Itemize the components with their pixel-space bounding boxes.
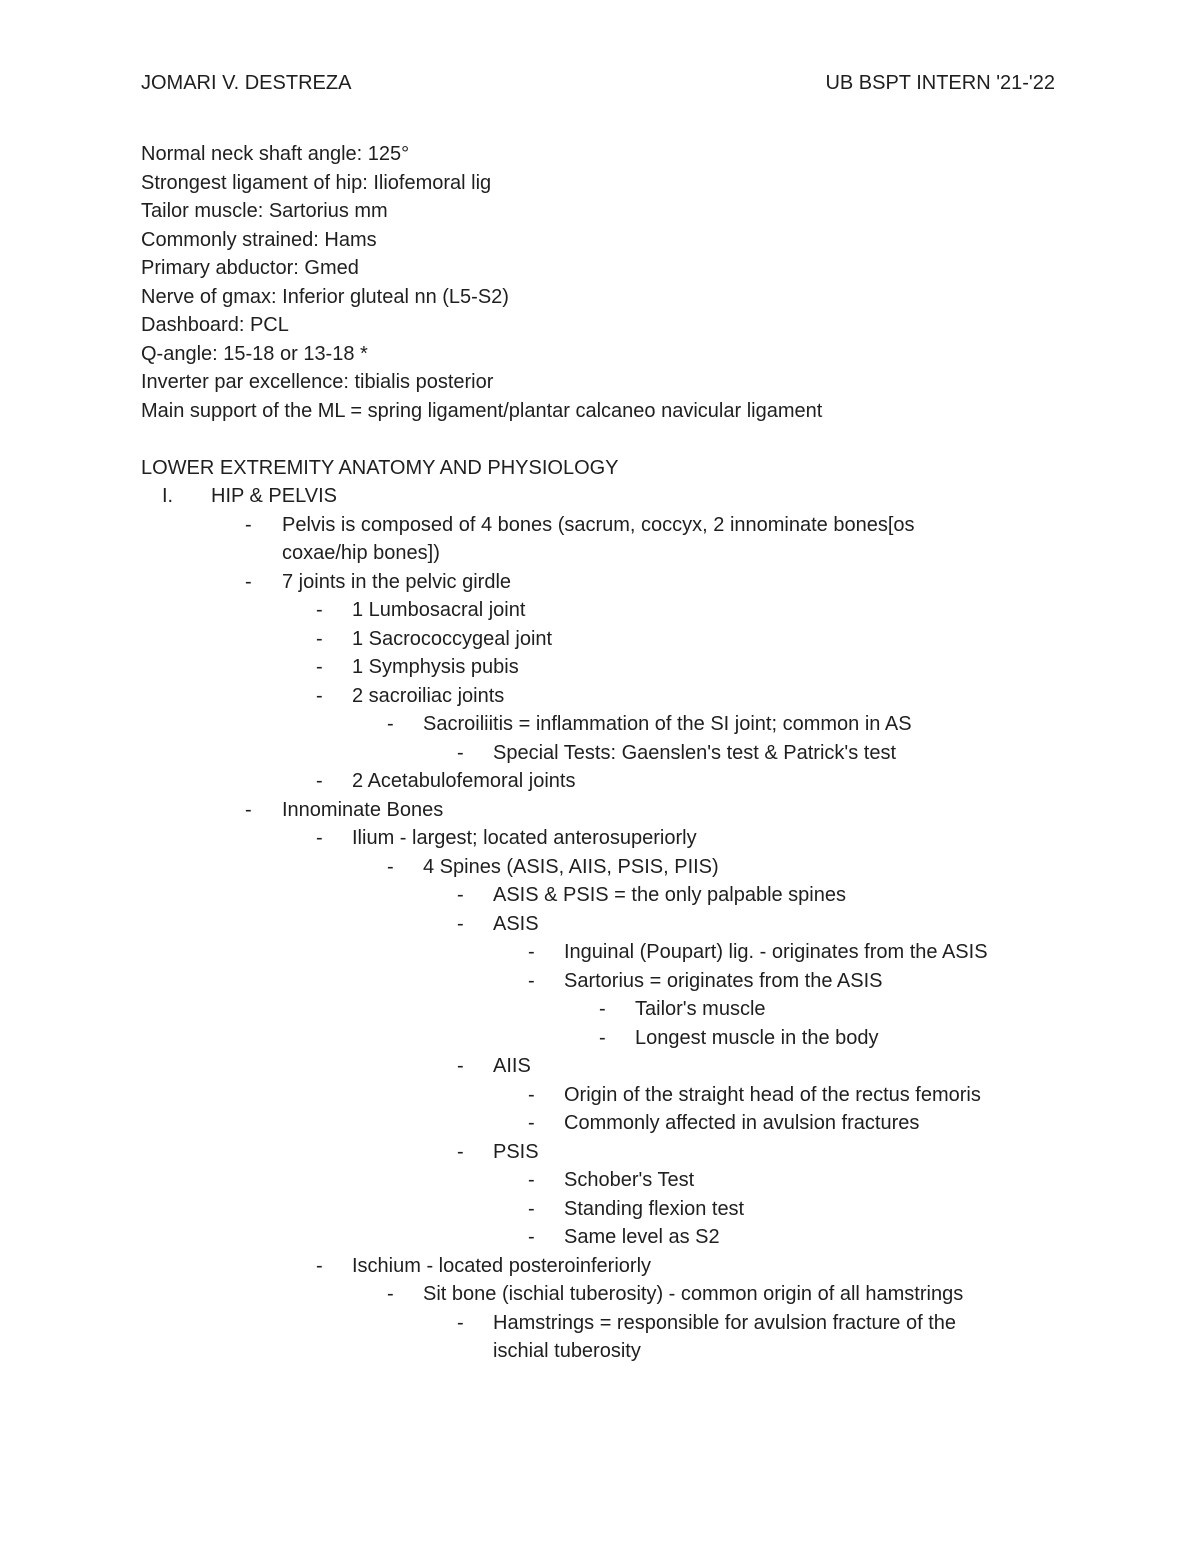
outline-item [0,1280,1200,1309]
outline-text: ASIS [493,912,539,935]
outline-item [0,995,1200,1024]
outline-text: Tailor's muscle [635,998,766,1020]
outline-text: Standing flexion test [564,1197,745,1220]
dash-marker: - [387,713,394,735]
outline-text: Ischium - located posteroinferiorly [352,1254,652,1277]
outline-item [0,511,1200,568]
fact-line: Commonly strained: Hams [141,228,377,251]
dash-marker: - [245,513,252,536]
dash-marker: - [599,998,606,1020]
dash-marker: - [528,1226,535,1248]
fact-line: Tailor muscle: Sartorius mm [141,200,388,222]
outline-item [0,824,1200,853]
section-title: LOWER EXTREMITY ANATOMY AND PHYSIOLOGY [141,457,619,479]
outline-item [0,767,1200,796]
fact-line: Primary abductor: Gmed [141,257,359,279]
fact-line: Normal neck shaft angle: 125° [141,143,410,165]
outline-text: Sit bone (ischial tuberosity) - common origin of all hamstrings [423,1283,964,1305]
outline-text: 2 Acetabulofemoral joints [352,770,576,792]
dash-marker: - [528,941,535,963]
dash-marker: - [528,1197,535,1220]
dash-marker: - [528,969,535,992]
outline-item [0,653,1200,682]
dash-marker: - [316,656,323,678]
outline-text: 1 Symphysis pubis [352,656,519,678]
fact-line: Main support of the ML = spring ligament/plantar calcaneo navicular ligament [141,399,823,422]
outline-text: Inguinal (Poupart) lig. - originates from the ASIS [564,941,988,963]
dash-marker: - [457,1311,464,1334]
outline-item [0,1166,1200,1195]
outline-text: 2 sacroiliac joints [352,684,505,707]
outline-item [0,1223,1200,1252]
dash-marker: - [316,599,323,621]
header-course: UB BSPT INTERN '21-'22 [825,72,1055,94]
fact-line: Strongest ligament of hip: Iliofemoral lig [141,171,492,194]
outline-item [0,596,1200,625]
fact-line: Inverter par excellence: tibialis posterior [141,371,494,393]
outline-text: PSIS [493,1140,539,1163]
fact-line: Q-angle: 15-18 or 13-18 * [141,342,368,365]
outline-item [0,796,1200,825]
outline-item [0,881,1200,910]
outline-text: Longest muscle in the body [635,1026,879,1049]
outline-text: Special Tests: Gaenslen's test & Patrick's test [493,741,896,764]
dash-marker: - [457,912,464,935]
outline-text: Innominate Bones [282,798,444,821]
dash-marker: - [387,1283,394,1305]
outline-text: AIIS [493,1055,531,1077]
outline-item [0,853,1200,882]
outline-item [0,1109,1200,1138]
outline-text: Pelvis is composed of 4 bones (sacrum, coccyx, 2 innominate bones[os coxae/hip bones]) [282,513,915,564]
outline-item [0,1024,1200,1053]
outline-item [0,967,1200,996]
outline-item [0,1081,1200,1110]
dash-marker: - [528,1169,535,1191]
outline-item-hip-pelvis [0,482,1200,511]
dash-marker: - [528,1083,535,1106]
outline-item [0,625,1200,654]
outline-text: Origin of the straight head of the rectus femoris [564,1083,981,1106]
outline-text: 4 Spines (ASIS, AIIS, PSIS, PIIS) [423,855,719,878]
dash-marker: - [599,1026,606,1049]
dash-marker: - [457,1140,464,1163]
outline-item [0,910,1200,939]
roman-numeral-marker: I. [162,485,174,507]
quick-facts-list [141,140,822,425]
outline-text: Sartorius = originates from the ASIS [564,969,883,992]
outline-text: Same level as S2 [564,1226,720,1248]
dash-marker: - [457,1055,464,1077]
outline-text: Schober's Test [564,1169,695,1191]
dash-marker: - [316,827,323,849]
outline-item [0,1052,1200,1081]
dash-marker: - [245,570,252,593]
dash-marker: - [316,684,323,707]
dash-marker: - [316,770,323,792]
outline-text: 1 Sacrococcygeal joint [352,627,553,650]
outline-text: Ilium - largest; located anterosuperiorly [352,827,697,849]
dash-marker: - [457,884,464,906]
outline-text: Commonly affected in avulsion fractures [564,1112,920,1134]
dash-marker: - [316,627,323,650]
outline-text: Hamstrings = responsible for avulsion fracture of the ischial tuberosity [493,1311,956,1362]
outline-item [0,568,1200,597]
outline-item [0,1195,1200,1224]
dash-marker: - [387,855,394,878]
dash-marker: - [457,741,464,764]
outline-item [0,1309,1200,1366]
dash-marker: - [245,798,252,821]
outline-text: 1 Lumbosacral joint [352,599,526,621]
outline-item [0,682,1200,711]
outline-text: 7 joints in the pelvic girdle [282,570,512,593]
fact-line: Dashboard: PCL [141,314,289,336]
outline-text: ASIS & PSIS = the only palpable spines [493,884,846,906]
outline-item [0,1138,1200,1167]
header-author: JOMARI V. DESTREZA [141,72,352,94]
outline-text: Sacroiliitis = inflammation of the SI joint; common in AS [423,713,912,735]
outline-item [0,710,1200,739]
dash-marker: - [316,1254,323,1277]
outline-item [0,938,1200,967]
outline-item [0,1252,1200,1281]
outline-item [0,739,1200,768]
outline-text: HIP & PELVIS [211,485,337,507]
outline [0,482,1200,1366]
dash-marker: - [528,1112,535,1134]
fact-line: Nerve of gmax: Inferior gluteal nn (L5-S2) [141,285,509,308]
